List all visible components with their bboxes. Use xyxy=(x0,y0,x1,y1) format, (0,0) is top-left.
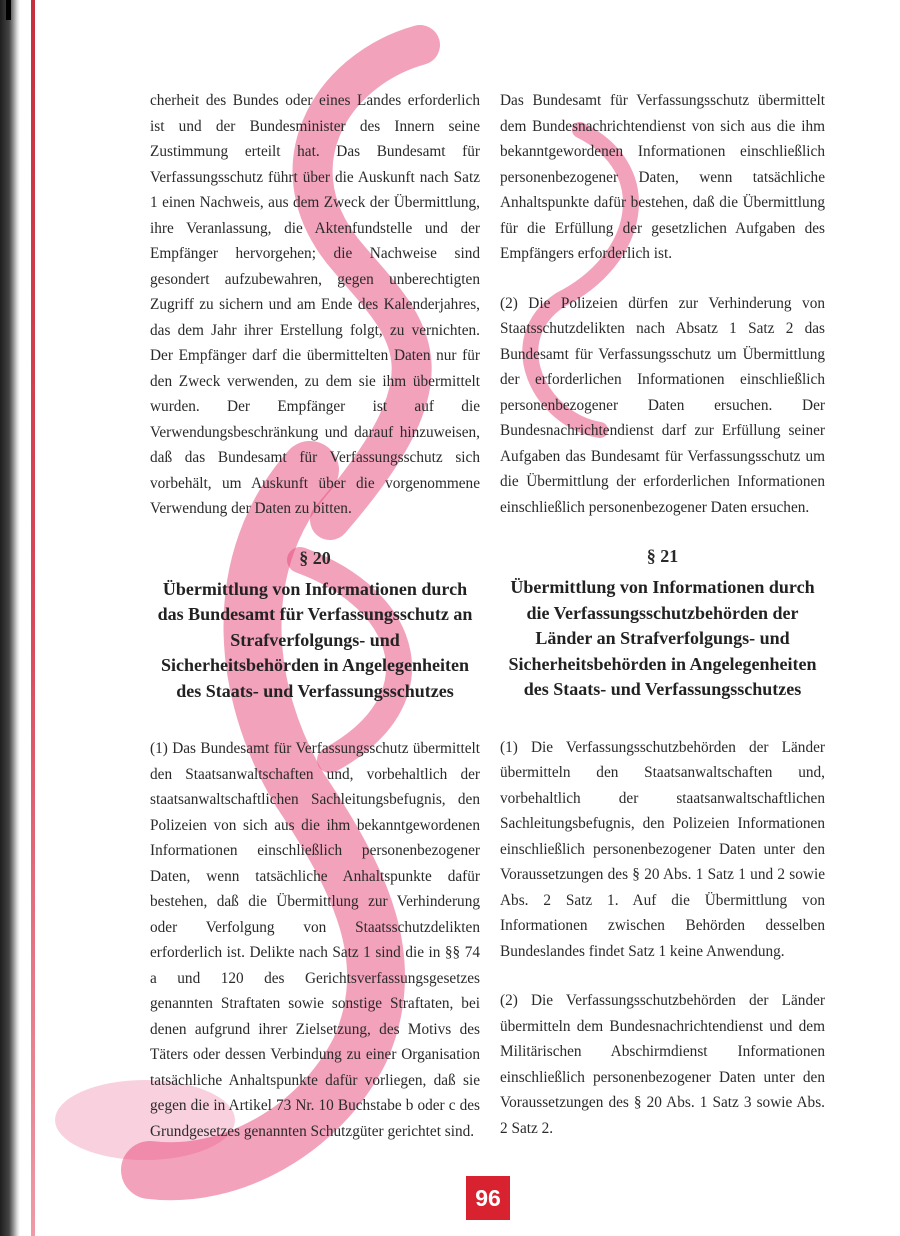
section-20-number: § 20 xyxy=(299,547,331,568)
section-21-paragraph-1: (1) Die Verfassungsschutzbehörden der Länder übermitteln den Staatsanwaltschaften und, vorbehaltlich der staatsanwaltschaftlichen Sachleitungsbefugnis, den Polizeien Informationen einschließlich personenbezogener Daten unter den Voraussetzungen des § 20 Abs. 1 Satz 1 und 2 sowie Abs. 2 Satz 1. Auf die Übermittlung von Informationen zwischen Behörden desselben Bundeslandes findet Satz 1 keine Anwendung. xyxy=(500,738,825,960)
page-number-badge: 96 xyxy=(466,1176,510,1220)
left-continued-paragraph: cherheit des Bundes oder eines Landes erforderlich ist und der Bundesminister des Innern seine Zustimmung erteilt hat. Das Bundesamt für Verfassungsschutz führt über die Auskunft nach Satz 1 einen Nachweis, aus dem Zweck der Übermittlung, ihre Veranlassung, die Aktenfundstelle und der Empfänger hervorgehen; die Nachweise sind gesondert aufzubewahren, gegen unberechtigten Zugriff zu sichern und am Ende des Kalenderjahres, das dem Jahr ihrer Erstellung folgt, zu vernichten. Der Empfänger darf die übermittelten Daten nur für den Zweck verwenden, zu dem sie ihm übermittelt wurden. Der Empfänger ist auf die Verwendungsbeschränkung und darauf hinzuweisen, daß das Bundesamt für Verfassungsschutz sich vorbehält, um Auskunft über die vorgenommene Verwendung der Daten zu bitten. xyxy=(150,92,480,517)
spine-mark xyxy=(6,0,11,20)
section-21-title: Übermittlung von Informationen durch die Verfassungsschutzbehörden der Länder an Strafverfolgungs- und Sicherheitsbehörden in Angelegenheiten des Staats- und Verfassungsschutzes xyxy=(508,577,817,699)
section-21-number: § 21 xyxy=(646,546,679,566)
section-20-paragraph-1: (1) Das Bundesamt für Verfassungsschutz übermittelt den Staatsanwaltschaften und, vorbehaltlich der staatsanwaltschaftlichen Sachleitungsbefugnis, den Polizeien von sich aus die ihm bekanntgewordenen Informationen einschließlich personenbezogener Daten, wenn tatsächliche Anhaltspunkte dafür bestehen, daß die Übermittlung zur Verhinderung oder Verfolgung von Staatsschutzdelikten erforderlich ist. Delikte nach Satz 1 sind die in §§ 74 a und 120 des Gerichtsverfassungsgesetzes genannten Straftaten sowie sonstige Straftaten, bei denen aufgrund ihrer Zielsetzung, des Motivs des Täters oder dessen Verbindung zu einer Organisation tatsächliche Anhaltspunkte dafür vorliegen, daß sie gegen die in Artikel 73 Nr. 10 Buchstabe b oder c des Grundgesetzes genannten Schutzgüter gerichtet sind. xyxy=(150,740,480,1140)
right-continued-paragraph: Das Bundesamt für Verfassungsschutz übermittelt dem Bundesnachrichtendienst von sich aus die ihm bekanntgewordenen Informationen einschließlich personenbezogener Daten, wenn tatsächliche Anhaltspunkte dafür bestehen, daß die Übermittlung für die Erfüllung der gesetzlichen Aufgaben des Empfängers erforderlich ist. xyxy=(500,92,825,262)
left-column xyxy=(150,88,480,1168)
section-20-paragraph-2: (2) Die Polizeien dürfen zur Verhinderung von Staatsschutzdelikten nach Absatz 1 Satz 2 das Bundesamt für Verfassungsschutz um Übermittlung der erforderlichen Informationen einschließlich personenbezogener Daten ersuchen. Der Bundesnachrichtendienst darf zur Erfüllung seiner Aufgaben das Bundesamt für Verfassungsschutz um die Übermittlung der erforderlichen Informationen einschließlich personenbezogener Daten ersuchen. xyxy=(500,294,825,516)
right-column xyxy=(500,88,825,1165)
section-20-title: Übermittlung von Informationen durch das Bundesamt für Verfassungsschutz an Strafverfolgungs- und Sicherheitsbehörden in Angelegenheiten des Staats- und Verfassungsschutzes xyxy=(157,578,473,701)
book-spine-shadow xyxy=(0,0,20,1236)
section-21-paragraph-2: (2) Die Verfassungsschutzbehörden der Länder übermitteln dem Bundesnachrichtendienst und dem Militärischen Abschirmdienst Informationen einschließlich personenbezogener Daten unter den Voraussetzungen des § 20 Abs. 1 Satz 3 sowie Abs. 2 Satz 2. xyxy=(500,992,825,1137)
red-page-edge xyxy=(31,0,35,1236)
